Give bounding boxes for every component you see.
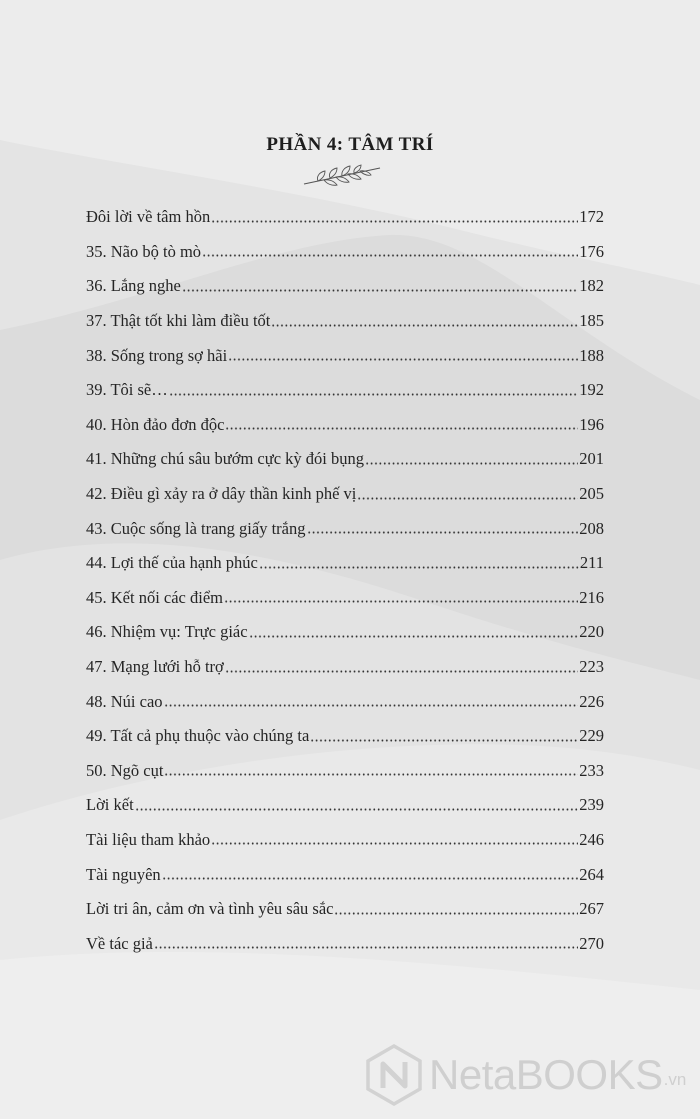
dot-leader: [224, 600, 578, 603]
toc-entry-label: 38. Sống trong sợ hãi: [86, 345, 228, 365]
toc-entry-page: 196: [579, 414, 604, 434]
toc-entry[interactable]: [86, 373, 604, 408]
watermark-brand: NetaBOOKS: [429, 1051, 663, 1098]
toc-entry[interactable]: [86, 684, 604, 719]
toc-entry-label: Tài nguyên: [86, 864, 161, 884]
toc-entry[interactable]: [86, 719, 604, 754]
toc-entry-page: 211: [579, 553, 604, 573]
toc-entry-page: 226: [579, 691, 604, 711]
toc-entry-label: Đôi lời về tâm hồn: [86, 207, 211, 227]
toc-entry-page: 229: [579, 726, 604, 746]
toc-entry-page: 267: [579, 899, 604, 919]
toc-entry-label: Về tác giả: [86, 933, 153, 953]
dot-leader: [249, 635, 579, 638]
dot-leader: [228, 358, 578, 361]
dot-leader: [202, 254, 578, 257]
toc-entry-label: 35. Não bộ tò mò: [86, 241, 202, 261]
toc-entry[interactable]: [86, 511, 604, 546]
dot-leader: [135, 808, 579, 811]
toc-entry-label: 36. Lắng nghe: [86, 276, 181, 296]
toc-entry[interactable]: [86, 857, 604, 892]
toc-entry[interactable]: [86, 926, 604, 961]
toc-entry[interactable]: [86, 615, 604, 650]
toc-entry-label: 40. Hòn đảo đơn độc: [86, 414, 225, 434]
watermark-suffix: .vn: [663, 1070, 687, 1089]
toc-entry[interactable]: [86, 408, 604, 443]
toc-entry-label: 37. Thật tốt khi làm điều tốt: [86, 311, 271, 331]
toc-entry-page: 264: [579, 864, 604, 884]
toc-entry-label: Lời tri ân, cảm ơn và tình yêu sâu sắc: [86, 899, 334, 919]
toc-entry-page: 205: [579, 484, 604, 504]
toc-entry-label: 49. Tất cả phụ thuộc vào chúng ta: [86, 726, 310, 746]
toc-entry[interactable]: [86, 892, 604, 927]
dot-leader: [271, 324, 578, 327]
toc-entry[interactable]: [86, 477, 604, 512]
toc-entry-page: 246: [579, 829, 604, 849]
toc-entry[interactable]: [86, 235, 604, 270]
toc-entry-page: 185: [579, 311, 604, 331]
toc-entry[interactable]: [86, 788, 604, 823]
toc-entry-page: 201: [579, 449, 604, 469]
toc-entry-label: 46. Nhiệm vụ: Trực giác: [86, 622, 248, 642]
toc-entry-page: 270: [579, 933, 604, 953]
section-title: PHẦN 4: TÂM TRÍ: [266, 134, 434, 155]
toc-entry-page: 188: [579, 345, 604, 365]
toc-entry-page: 220: [579, 622, 604, 642]
watermark: [365, 1040, 695, 1110]
dot-leader: [307, 531, 579, 534]
toc-entry[interactable]: [86, 546, 604, 581]
toc-entry-label: Lời kết: [86, 795, 134, 815]
toc-entry-label: 41. Những chú sâu bướm cực kỳ đói bụng: [86, 449, 364, 469]
toc-entry-page: 208: [579, 518, 604, 538]
dot-leader: [225, 670, 578, 673]
dot-leader: [357, 497, 578, 500]
toc-entry-page: 233: [579, 760, 604, 780]
toc-entry[interactable]: [86, 304, 604, 339]
dot-leader: [310, 739, 578, 742]
toc-entry[interactable]: [86, 442, 604, 477]
dot-leader: [334, 912, 578, 915]
toc-entry-page: 172: [579, 207, 604, 227]
toc-entry[interactable]: [86, 754, 604, 789]
toc-entry-label: 47. Mạng lưới hỗ trợ: [86, 657, 224, 677]
toc-entry-page: 176: [579, 241, 604, 261]
dot-leader: [211, 842, 578, 845]
dot-leader: [164, 773, 578, 776]
toc-entry-label: 45. Kết nối các điểm: [86, 587, 223, 607]
netabooks-logo-icon: [365, 1044, 423, 1106]
toc-entry-label: 50. Ngõ cụt: [86, 760, 164, 780]
dot-leader: [162, 877, 579, 880]
dot-leader: [164, 704, 579, 707]
toc-entry-page: 239: [579, 795, 604, 815]
toc-entry[interactable]: [86, 269, 604, 304]
dot-leader: [182, 289, 578, 292]
dot-leader: [154, 946, 578, 949]
toc-entry-page: 223: [579, 657, 604, 677]
toc-entry[interactable]: [86, 581, 604, 616]
toc-entry-label: Tài liệu tham khảo: [86, 829, 211, 849]
toc-entry-label: 43. Cuộc sống là trang giấy trắng: [86, 518, 306, 538]
dot-leader: [211, 220, 578, 223]
dot-leader: [225, 427, 578, 430]
toc-entry-label: 39. Tôi sẽ…: [86, 380, 168, 400]
dot-leader: [169, 393, 579, 396]
toc-entry[interactable]: [86, 338, 604, 373]
toc-entry-label: 48. Núi cao: [86, 691, 163, 711]
toc-entry[interactable]: [86, 650, 604, 685]
toc-entry-label: 42. Điều gì xảy ra ở dây thần kinh phế vị: [86, 484, 357, 504]
toc-entry-page: 192: [579, 380, 604, 400]
leaf-ornament-icon: [300, 164, 384, 190]
table-of-contents: [86, 200, 604, 961]
dot-leader: [259, 566, 579, 569]
toc-entry-page: 216: [579, 587, 604, 607]
toc-entry-label: 44. Lợi thế của hạnh phúc: [86, 553, 258, 573]
toc-entry[interactable]: [86, 200, 604, 235]
toc-entry-page: 182: [579, 276, 604, 296]
toc-entry[interactable]: [86, 823, 604, 858]
dot-leader: [365, 462, 578, 465]
